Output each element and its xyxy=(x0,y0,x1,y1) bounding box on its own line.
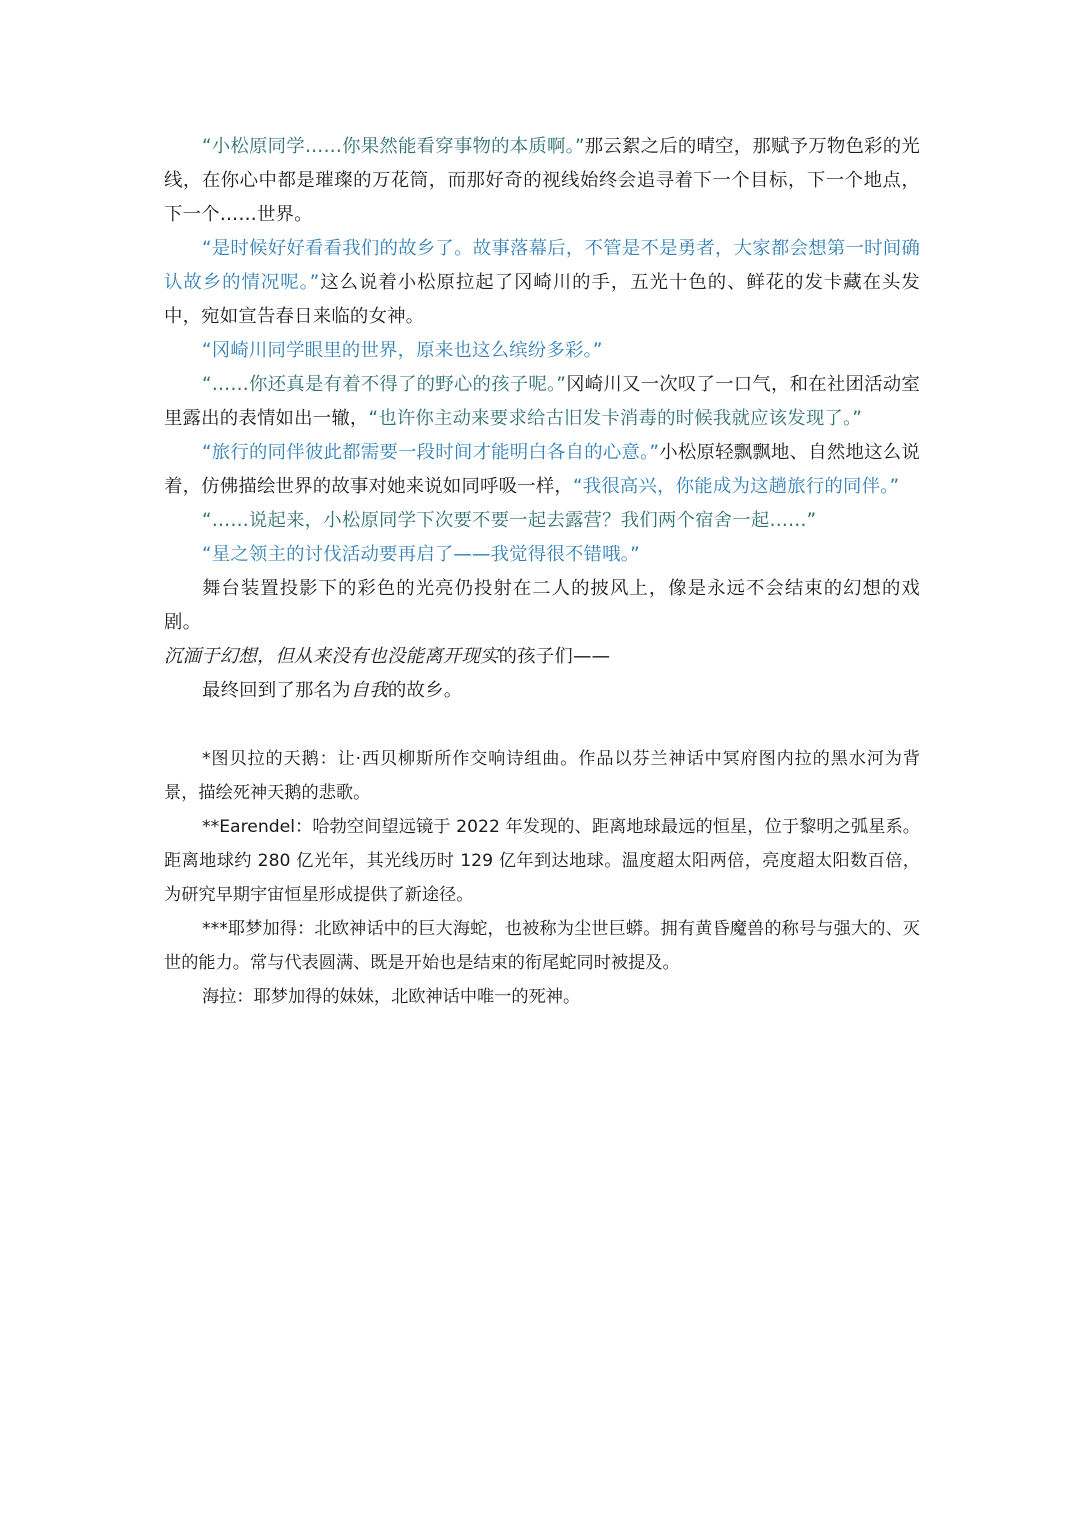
paragraph-2 xyxy=(164,232,920,334)
narration: 这么说着小松原拉起了冈崎川的手，五光十色的、鲜花的发卡藏在头发中，宛如宣告春日来临的女神。 xyxy=(164,272,920,327)
dialogue-quote: “……你还真是有着不得了的野心的孩子呢。” xyxy=(202,374,567,395)
document-page xyxy=(164,130,920,1014)
paragraph-4 xyxy=(164,368,920,436)
dialogue-quote: “也许你主动来要求给古旧发卡消毒的时候我就应该发现了。” xyxy=(368,408,863,429)
narration: 的孩子们—— xyxy=(498,646,611,667)
paragraph-6 xyxy=(164,504,920,538)
dialogue-quote: “冈崎川同学眼里的世界，原来也这么缤纷多彩。” xyxy=(202,340,603,361)
paragraph-1 xyxy=(164,130,920,232)
italic-phrase: 沉湎于幻想，但从来没有也没能离开现实 xyxy=(164,646,499,667)
paragraph-3 xyxy=(164,334,920,368)
dialogue-quote: “我很高兴，你能成为这趟旅行的同伴。” xyxy=(573,476,900,497)
dialogue-quote: “是时候好好看看我们的故乡了。故事落幕后，不管是不是勇者，大家都会想第一时间确认故乡的情况呢。” xyxy=(164,238,920,293)
section-spacer xyxy=(164,708,920,742)
narration: 最终回到了那名为 xyxy=(202,680,351,701)
dialogue-quote: “……说起来，小松原同学下次要不要一起去露营？我们两个宿舍一起……” xyxy=(202,510,817,531)
paragraph-8 xyxy=(164,572,920,640)
footnote-2: **Earendel：哈勃空间望远镜于 2022 年发现的、距离地球最远的恒星，位于黎明之弧星系。距离地球约 280 亿光年，其光线历时 129 亿年到达地球。温度超太阳两倍，亮度超太阳数百倍，为研究早期宇宙恒星形成提供了新途径。 xyxy=(164,817,920,905)
paragraph-10 xyxy=(164,674,920,708)
paragraph-9 xyxy=(164,640,920,674)
paragraph-7 xyxy=(164,538,920,572)
dialogue-quote: “小松原同学……你果然能看穿事物的本质啊。” xyxy=(202,136,585,157)
dialogue-quote: “星之领主的讨伐活动要再启了——我觉得很不错哦。” xyxy=(202,544,640,565)
footnote-4: 海拉：耶梦加得的妹妹，北欧神话中唯一的死神。 xyxy=(202,987,581,1007)
narration: 的故乡。 xyxy=(387,680,463,701)
narration: 冈崎川又一次叹了一口气，和在社团活动室里露出的表情如出一辙， xyxy=(164,374,920,429)
narration: 小松原轻飘飘地、自然地这么说着，仿佛描绘世界的故事对她来说如同呼吸一样， xyxy=(164,442,920,497)
italic-phrase: 自我 xyxy=(350,680,388,701)
footnote-1: *图贝拉的天鹅：让·西贝柳斯所作交响诗组曲。作品以芬兰神话中冥府图内拉的黑水河为背景，描绘死神天鹅的悲歌。 xyxy=(164,749,920,803)
narration: 舞台装置投影下的彩色的光亮仍投射在二人的披风上，像是永远不会结束的幻想的戏剧。 xyxy=(164,578,920,633)
footnote-3: ***耶梦加得：北欧神话中的巨大海蛇，也被称为尘世巨蟒。拥有黄昏魔兽的称号与强大的、灭世的能力。常与代表圆满、既是开始也是结束的衔尾蛇同时被提及。 xyxy=(164,919,920,973)
dialogue-quote: “旅行的同伴彼此都需要一段时间才能明白各自的心意。” xyxy=(202,442,660,463)
narration: 那云絮之后的晴空，那赋予万物色彩的光线，在你心中都是璀璨的万花筒，而那好奇的视线始终会追寻着下一个目标，下一个地点，下一个……世界。 xyxy=(164,136,920,225)
paragraph-5 xyxy=(164,436,920,504)
